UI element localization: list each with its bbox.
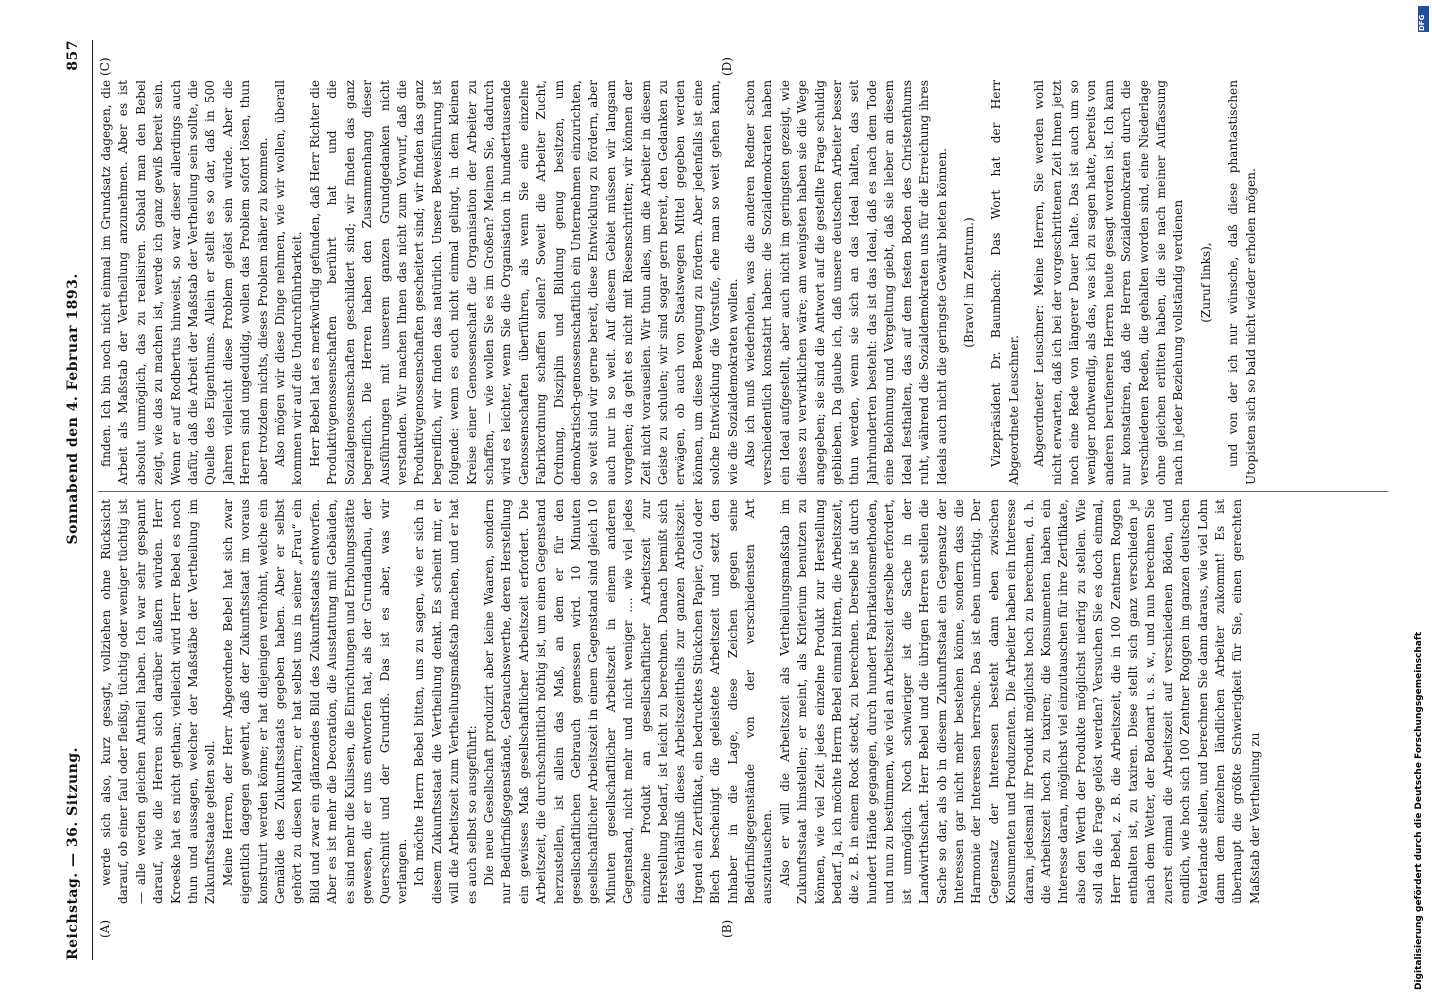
dfg-logo-text: DFG (1418, 14, 1426, 31)
column-divider (98, 491, 1388, 492)
dfg-logo (1418, 6, 1429, 32)
page-header (58, 40, 88, 960)
left-column (98, 499, 1388, 904)
paragraph: Also mögen wir diese Dinge nehmen, wie wir wollen, überall kommen wir auf die Undurchführbarkeit. (273, 80, 305, 485)
digitization-credit (1412, 0, 1432, 1000)
margin-mark-b: (B) (720, 919, 734, 938)
digitization-credit-text: Digitalisierung gefördert durch die Deutsche Forschungsgemeinschaft (1414, 631, 1424, 990)
margin-mark-c: (C) (98, 57, 112, 76)
quotation-paragraph: Die neue Gesellschaft produzirt aber keine Waaren, sondern nur Bedürfnißgegenstände, Gebrauchswerthe, deren Herstellung ein gewisses Maß gesellschaftlicher Arbeitszeit erfordert. Die Arbeitszeit, die durchschnittlich nöthig ist, um einen Gegenstand herzustellen, ist allein das Maß, an dem er für den gesellschaftlichen Gebrauch gemessen wird. 10 Minuten gesellschaftlicher Arbeitszeit in einem Gegenstand sind gleich 10 Minuten gesellschaftlicher Arbeitszeit in einem anderen Gegenstand, nicht mehr und nicht weniger .... wie viel jedes einzelne Produkt an gesellschaftlicher Arbeitszeit zur Herstellung bedarf, ist leicht zu berechnen. Danach bemißt sich das Verhältniß dieses Arbeitszeittheils zur ganzen Arbeitszeit. Irgend ein Zertifikat, ein bedrucktes Stückchen Papier, Gold oder Blech bescheinigt die geleistete Arbeitszeit und setzt den Inhaber in die Lage, diese Zeichen gegen seine Bedürfnißgegenstände von der verschiedensten Art auszutauschen. (481, 499, 775, 904)
paragraph: werde sich also, kurz gesagt, vollziehen ohne Rücksicht darauf, ob einer faul oder fleißig, tüchtig oder weniger tüchtig ist — alle werden gleichen Antheil haben. Ich war sehr gespannt darauf, wie die Herren sich darüber äußern würden. Herr Kroeske hat es nicht gethan; vielleicht wird Herr Bebel es noch thun und aussagen, welcher der Maßstäbe der Vertheilung im Zukunftsstaate gelten soll. (99, 499, 218, 904)
paragraph: Also er will die Arbeitszeit als Vertheilungsmaßstab im Zukunftsstaat hinstellen; er meint, als Kriterium benutzen zu können, wie viel Zeit jedes einzelne Produkt zur Herstellung bedarf. Ja, ich möchte Herrn Bebel einmal bitten, die Arbeitszeit, die z. B. in einem Rock steckt, zu berechnen. Derselbe ist durch hundert Hände gegangen, durch hundert Fabrikationsmethoden, und nun zu bestimmen, wie viel an Arbeitszeit derselbe erfordert, ist unmöglich. Noch schwieriger ist die Sache in der Landwirthschaft. Herr Bebel und die übrigen Herren stellen die Sache so dar, als ob in diesem Zukunftsstaat ein Gegensatz der Interessen gar nicht mehr bestehen könne, sondern dass die Harmonie der Interessen herrsche. Das ist eben unrichtig. Der Gegensatz der Interessen besteht dann eben zwischen Konsumenten und Produzenten. Die Arbeiter haben ein Interesse daran, jedesmal ihr Produkt möglichst hoch zu berechnen, d. h. die Arbeitszeit hoch zu taxiren; die Konsumenten haben ein Interesse daran, möglichst viel einzutauschen für ihre Zertifikate, also den Werth der Produkte möglichst niedrig zu stellen. Wie soll da die Frage gelöst werden? Versuchen Sie es doch einmal, Herr Bebel, z. B. die Arbeitszeit, die in 100 Zentnern Roggen enthalten ist, zu taxiren. Diese stellt sich ganz verschieden je nach dem Wetter, der Bodenart u. s. w., und nun berechnen Sie zuerst einmal die Arbeitszeit auf verschiedenen Böden, und endlich, wie hoch sich 100 Zentner Roggen im ganzen deutschen Vaterlande stellen, und berechnen Sie dann daraus, wie viel Lohn dann dem einzelnen ländlichen Arbeiter zukommt! Es ist überhaupt die größte Schwierigkeit für Sie, einen gerechten Maßstab der Vertheilung zu (777, 499, 1262, 904)
right-column (98, 80, 1388, 485)
paragraph: Herr Bebel hat es merkwürdig gefunden, daß Herr Richter die Produktivgenossenschaften berührt hat und die Sozialgenossenschaften geschildert sind; wir finden das ganz begreiflich. Die Herren haben den Zusammenhang dieser Ausführungen mit unserem ganzen Grundgedanken nicht verstanden. Wir machen Ihnen das nicht zum Vorwurf, daß die Produktivgenossenschaften gescheitert sind; wir finden das ganz begreiflich, wir finden das natürlich. Unsere Beweisführung ist folgende: wenn es euch nicht einmal gelingt, in dem kleinen Kreise einer Genossenschaft die Organisation der Arbeiter zu schaffen, — wie wollen Sie es im Großen? Meinen Sie, dadurch wird es leichter, wenn Sie die Organisation in hunderttausende Genossenschaften überführen, als wenn Sie eine einzelne Fabrikordnung schaffen sollen? Soweit die Arbeiter Zucht, Ordnung, Disziplin und Bildung genug besitzen, um demokratisch-genossenschaftlich ein Unternehmen einzurichten, so weit sind wir gerne bereit, diese Entwicklung zu fördern, aber auch nur in so weit. Auf diesem Gebiet müssen wir langsam vorgehen; da geht es nicht mit Riesenschritten; wir können der Zeit nicht vorauseilen. Wir thun alles, um die Arbeiter in diesem Geiste zu schulen; wir sind sogar gern bereit, den Gedanken zu erwägen, ob auch von Staatswegen Mittel gegeben werden können, um diese Bewegung zu fördern. Aber jedenfalls ist eine solche Entwicklung die Vorstufe, ehe man so weit gehen kann, wie die Sozialdemokraten wollen. (307, 80, 740, 485)
paragraph: und von der ich nur wünsche, daß diese phantastischen Utopisten sich so bald nicht wieder erholen mögen. (1226, 80, 1258, 485)
margin-mark-a: (A) (98, 919, 112, 938)
paragraph: Ich möchte Herrn Bebel bitten, uns zu sagen, wie er sich in diesem Zukunftsstaat die Vertheilung denkt. Es scheint mir, er will die Arbeitszeit zum Vertheilungsmaßstab machen, und er hat es auch selbst so ausgeführt: (412, 499, 479, 904)
speaker-paragraph: Abgeordneter Leuschner: Meine Herren, Sie werden wohl nicht erwarten, daß ich bei der vorgeschrittenen Zeit Ihnen jetzt noch eine Rede von längerer Dauer halte. Das ist auch um so weniger nothwendig, als das, was ich zu sagen hatte, bereits von anderen berufeneren Herren heute gesagt worden ist. Ich kann nur konstatiren, daß die Herren Sozialdemokraten durch die verschiedenen Reden, die gehalten worden sind, eine Niederlage ohne gleichen erlitten haben, die sie nach meiner Auffassung nach in jeder Beziehung vollständig verdienen (1032, 80, 1186, 485)
header-rule (92, 40, 93, 960)
interjection: (Zuruf links), (1198, 242, 1213, 323)
header-date: Sonnabend den 4. Februar 1893. (65, 273, 81, 545)
paragraph: Also ich muß wiederholen, was die anderen Redner schon verschiedentlich konstatirt haben: die Sozialdemokraten haben ein Ideal aufgestellt, aber auch nicht im geringsten gezeigt, wie dieses zu verwirklichen wäre; am wenigsten haben sie die Wege angegeben; sie sind die Antwort auf die gestellte Frage schuldig geblieben. Da glaube ich, daß unsere deutschen Arbeiter besser thun werden, wenn sie sich an das Ideal halten, das seit Jahrhunderten besteht: das ist das Ideal, daß es nach dem Tode eine Belohnung und Vergeltung giebt, daß sie lieber an diesem Ideal festhalten, das auf dem festen Boden des Christenthums ruht, während die Sozialdemokraten uns für die Erreichung ihres Ideals auch nicht die geringste Gewähr bieten können. (743, 80, 949, 485)
header-left: Reichstag. — 36. Sitzung. (65, 747, 81, 960)
paragraph: finden. Ich bin noch nicht einmal im Grundsatz dagegen, die Arbeit als Maßstab der Vertheilung anzunehmen. Aber es ist absolut unmöglich, das zu realisiren. Sobald man den Bebel zeigt, wie das zu machen ist, werde ich ganz gewiß bereit sein. Wenn er auf Rodbertus hinweist, so war dieser allerdings auch dafür, daß die Arbeit der Maßstab der Vertheilung sein sollte, die Quelle des Eigenthums. Allein er stellt es so dar, daß in 500 Jahren vielleicht diese Problem gelöst sein würde. Aber die Herren sind ungeduldig, wollen das Problem sofort lösen, thun aber trotzdem nichts, dieses Problem näher zu kommen. (99, 80, 270, 485)
page-number: 857 (65, 40, 81, 71)
paragraph: Meine Herren, der Herr Abgeordnete Bebel hat sich zwar eigentlich dagegen gewehrt, daß der Zukunftsstaat im voraus konstruirt werden könne; er hat diejenigen verhöhnt, welche ein Gemälde des Zukunftsstaats gegeben haben. Aber er selbst gehört zu diesen Malern; er hat selbst uns in seiner „Frau“ ein Bild und zwar ein glänzendes Bild des Zukunftsstaats entworfen. Aber es ist mehr die Decoration, die Ausstattung mit Gebäuden, es sind mehr die Kulissen, die Einrichtungen und Erholungsstätte gewesen, die er uns entworfen hat, als der Grundaufbau, der Querschnitt und der Grundriß. Das ist es aber, was wir verlangen. (220, 499, 409, 904)
speaker-paragraph: Vizepräsident Dr. Baumbach: Das Wort hat der Herr Abgeordnete Leuschner. (989, 80, 1021, 485)
margin-mark-d: (D) (720, 57, 734, 76)
interjection: (Bravo! im Zentrum.) (961, 217, 976, 348)
